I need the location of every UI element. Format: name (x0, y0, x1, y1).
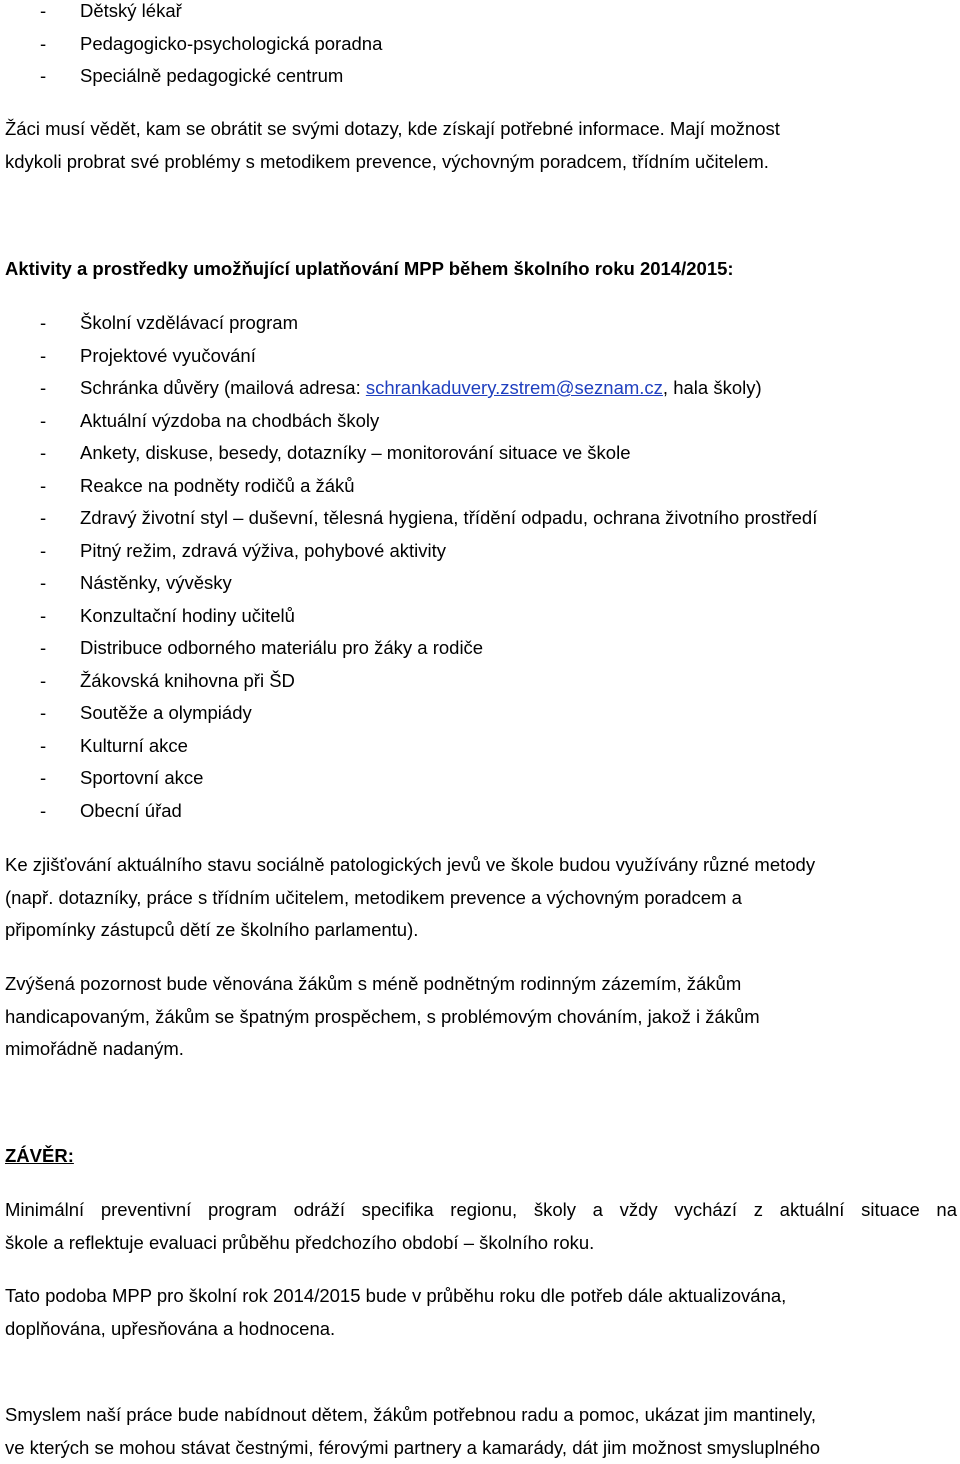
email-link[interactable]: schrankaduvery.zstrem@seznam.cz (366, 377, 663, 398)
list-item-text: Pedagogicko-psychologická poradna (80, 33, 382, 55)
list-dash: - (40, 0, 46, 22)
list-dash: - (40, 572, 46, 594)
list-item-text: Dětský lékař (80, 0, 182, 22)
list-dash: - (40, 442, 46, 464)
paragraph-line: doplňována, upřesňována a hodnocena. (5, 1313, 957, 1346)
list-dash: - (40, 735, 46, 757)
paragraph-line: ve kterých se mohou stávat čestnými, férovými partnery a kamarády, dát jim možnost smysluplného (5, 1432, 957, 1464)
list-item (0, 735, 960, 768)
list-item (0, 702, 960, 735)
list-item-text: Sportovní akce (80, 767, 203, 789)
list-dash: - (40, 605, 46, 627)
paragraph-line: handicapovaným, žákům se špatným prospěchem, s problémovým chováním, jakož i žákům (5, 1001, 957, 1034)
list-dash: - (40, 377, 46, 399)
paragraph-attention (5, 968, 957, 1066)
list-item-text: Pitný režim, zdravá výživa, pohybové aktivity (80, 540, 446, 562)
list-dash: - (40, 637, 46, 659)
list-item (0, 65, 960, 98)
paragraph-line: škole a reflektuje evaluaci průběhu předchozího období – školního roku. (5, 1227, 957, 1260)
paragraph-line: Tato podoba MPP pro školní rok 2014/2015 bude v průběhu roku dle potřeb dále aktualizována, (5, 1280, 957, 1313)
list-dash: - (40, 65, 46, 87)
list-item-text-part: , hala školy) (663, 377, 762, 398)
list-dash: - (40, 33, 46, 55)
list-item (0, 540, 960, 573)
list-item-text: Obecní úřad (80, 800, 182, 822)
list-item-text: Ankety, diskuse, besedy, dotazníky – monitorování situace ve škole (80, 442, 631, 464)
list-item (0, 377, 960, 410)
list-dash: - (40, 670, 46, 692)
list-item-text: Aktuální výzdoba na chodbách školy (80, 410, 379, 432)
list-item-text: Zdravý životní styl – duševní, tělesná hygiena, třídění odpadu, ochrana životního prostředí (80, 507, 817, 529)
list-item-text: Soutěže a olympiády (80, 702, 252, 724)
paragraph-line: Žáci musí vědět, kam se obrátit se svými dotazy, kde získají potřebné informace. Mají možnost (5, 113, 957, 146)
list-item (0, 605, 960, 638)
section-heading-conclusion: ZÁVĚR: (5, 1145, 74, 1167)
list-item-text: Kulturní akce (80, 735, 188, 757)
list-item-text: Konzultační hodiny učitelů (80, 605, 295, 627)
list-dash: - (40, 800, 46, 822)
list-item (0, 442, 960, 475)
list-dash: - (40, 475, 46, 497)
list-item (0, 767, 960, 800)
paragraph-line: mimořádně nadaným. (5, 1033, 957, 1066)
list-item-text: Školní vzdělávací program (80, 312, 298, 334)
list-item (0, 637, 960, 670)
list-item (0, 410, 960, 443)
list-item (0, 312, 960, 345)
list-item-text: Nástěnky, vývěsky (80, 572, 232, 594)
paragraph-students-info (5, 113, 957, 178)
paragraph-line: (např. dotazníky, práce s třídním učitelem, metodikem prevence a výchovným poradcem a (5, 882, 957, 915)
list-dash: - (40, 767, 46, 789)
list-item (0, 345, 960, 378)
list-item (0, 670, 960, 703)
paragraph-line: kdykoli probrat své problémy s metodikem prevence, výchovným poradcem, třídním učitelem. (5, 146, 957, 179)
paragraph-line: Smyslem naší práce bude nabídnout dětem, žákům potřebnou radu a pomoc, ukázat jim mantinely, (5, 1399, 957, 1432)
list-dash: - (40, 345, 46, 367)
institutions-list (0, 0, 960, 98)
list-dash: - (40, 507, 46, 529)
activities-list (0, 312, 960, 832)
list-item-text (80, 377, 762, 399)
list-item-text: Žákovská knihovna při ŠD (80, 670, 295, 692)
list-dash: - (40, 312, 46, 334)
paragraph-mpp-update (5, 1280, 957, 1345)
list-dash: - (40, 702, 46, 724)
paragraph-methods (5, 849, 957, 947)
list-item (0, 800, 960, 833)
list-item-text: Distribuce odborného materiálu pro žáky a rodiče (80, 637, 483, 659)
list-item-text: Speciálně pedagogické centrum (80, 65, 343, 87)
paragraph-line: Minimální preventivní program odráží specifika regionu, školy a vždy vychází z aktuální situace na (5, 1194, 957, 1227)
list-item (0, 33, 960, 66)
list-dash: - (40, 540, 46, 562)
paragraph-conclusion (5, 1194, 957, 1259)
list-item (0, 0, 960, 33)
list-item-text: Reakce na podněty rodičů a žáků (80, 475, 355, 497)
list-dash: - (40, 410, 46, 432)
paragraph-line: připomínky zástupců dětí ze školního parlamentu). (5, 914, 957, 947)
paragraph-purpose (5, 1399, 957, 1464)
paragraph-line: Ke zjišťování aktuálního stavu sociálně patologických jevů ve škole budou využívány různé metody (5, 849, 957, 882)
paragraph-line: Zvýšená pozornost bude věnována žákům s méně podnětným rodinným zázemím, žákům (5, 968, 957, 1001)
list-item (0, 475, 960, 508)
list-item (0, 507, 960, 540)
section-heading-activities: Aktivity a prostředky umožňující uplatňování MPP během školního roku 2014/2015: (5, 258, 734, 280)
list-item (0, 572, 960, 605)
list-item-text: Projektové vyučování (80, 345, 256, 367)
list-item-text-part: Schránka důvěry (mailová adresa: (80, 377, 366, 398)
